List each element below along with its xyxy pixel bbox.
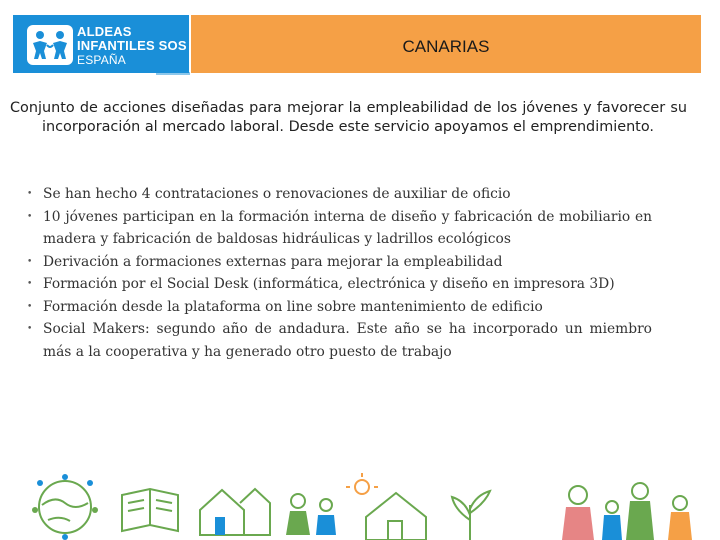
logo <box>13 15 189 73</box>
bullet-list <box>27 183 652 363</box>
logo-text-line3: ESPAÑA <box>77 53 126 67</box>
list-item-text: Se han hecho 4 contrataciones o renovaciones de auxiliar de oficio <box>43 186 511 202</box>
sun-house-icon <box>346 473 426 540</box>
list-item <box>27 296 652 319</box>
children-playing-icon <box>286 494 336 535</box>
bullet-icon: • <box>27 189 33 199</box>
logo-accent-bar <box>156 72 190 75</box>
list-item <box>27 183 652 206</box>
logo-text-line2: INFANTILES SOS <box>77 38 187 53</box>
book-icon <box>122 489 178 531</box>
bullet-icon: • <box>27 324 33 334</box>
bullet-icon: • <box>27 301 33 312</box>
intro-paragraph: Conjunto de acciones diseñadas para mejorar la empleabilidad de los jóvenes y favorecer su incorporación al mercado laboral. Desde este servicio apoyamos el emprendimiento. <box>10 100 687 135</box>
list-item <box>27 273 652 296</box>
plant-icon <box>452 491 490 540</box>
list-item <box>27 206 652 251</box>
page-title: CANARIAS <box>402 37 490 56</box>
bullet-icon: • <box>27 211 33 222</box>
family-house-icon <box>200 489 270 535</box>
list-item-text: Social Makers: segundo año de andadura. Este año se ha incorporado un miembro más a la cooperativa y ha generado otro puesto de trabajo <box>43 321 652 360</box>
logo-text-line1: ALDEAS <box>77 24 132 39</box>
list-item-text: Derivación a formaciones externas para mejorar la empleabilidad <box>43 253 503 270</box>
list-item-text: Formación desde la plataforma on line sobre mantenimiento de edificio <box>43 298 543 315</box>
header-bar <box>191 15 701 73</box>
globe-children-icon <box>32 474 98 540</box>
list-item <box>27 251 652 274</box>
family-group-icon <box>562 483 692 540</box>
list-item-text: 10 jóvenes participan en la formación interna de diseño y fabricación de mobiliario en madera y fabricación de baldosas hidráulicas y ladrillos ecológicos <box>43 208 652 247</box>
bullet-icon: • <box>27 279 33 289</box>
footer-illustrations <box>0 465 720 540</box>
bullet-icon: • <box>27 256 33 267</box>
list-item-text: Formación por el Social Desk (informática, electrónica y diseño en impresora 3D) <box>43 276 615 292</box>
sos-children-logo-icon <box>27 25 73 65</box>
list-item <box>27 318 652 363</box>
